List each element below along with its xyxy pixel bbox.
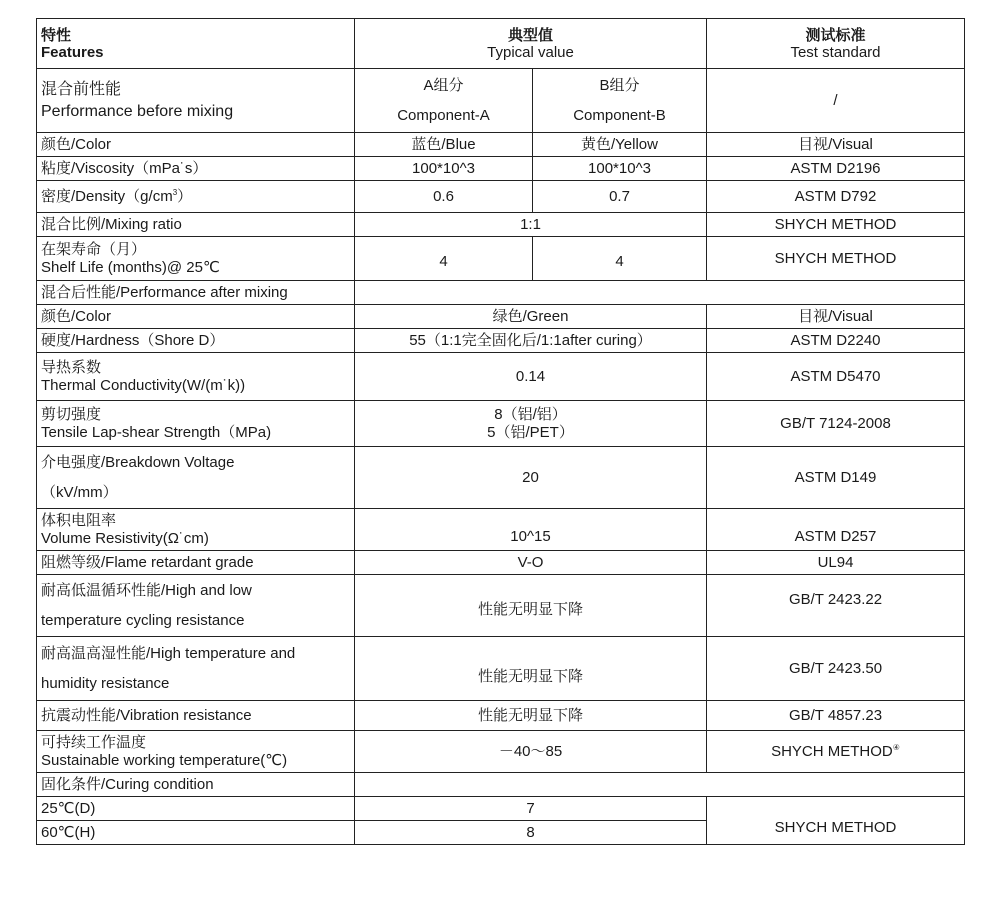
table-row bbox=[37, 401, 965, 447]
viscosity-label: 粘度/Viscosity（mPa˙s） bbox=[37, 157, 355, 181]
color-before-label: 颜色/Color bbox=[37, 133, 355, 157]
shelf-life-label bbox=[37, 237, 355, 281]
shear-value bbox=[355, 401, 707, 447]
table-row bbox=[37, 509, 965, 551]
header-standard-en: Test standard bbox=[790, 43, 881, 61]
thermal-standard: ASTM D5470 bbox=[707, 353, 965, 401]
breakdown-standard: ASTM D149 bbox=[707, 447, 965, 509]
header-typical bbox=[355, 19, 707, 69]
table-row bbox=[37, 181, 965, 213]
cure-25-label: 25℃(D) bbox=[37, 797, 355, 821]
curing-label: 固化条件/Curing condition bbox=[37, 773, 355, 797]
hardness-label: 硬度/Hardness（Shore D） bbox=[37, 329, 355, 353]
header-typical-zh: 典型值 bbox=[507, 26, 553, 44]
thermal-value: 0.14 bbox=[355, 353, 707, 401]
table-row bbox=[37, 575, 965, 637]
header-standard bbox=[707, 19, 965, 69]
section-row bbox=[37, 281, 965, 305]
humidity-standard: GB/T 2423.50 bbox=[707, 637, 965, 701]
table-row bbox=[37, 551, 965, 575]
table-row bbox=[37, 637, 965, 701]
header-typical-en: Typical value bbox=[487, 43, 574, 61]
working-temp-zh: 可持续工作温度 bbox=[41, 733, 147, 751]
table-row bbox=[37, 797, 965, 821]
flame-standard: UL94 bbox=[707, 551, 965, 575]
shear-value-2: 5（铝/PET） bbox=[487, 423, 574, 441]
curing-blank bbox=[355, 773, 965, 797]
resistivity-standard: ASTM D257 bbox=[707, 509, 965, 551]
temp-cycle-label-1: 耐高低温循环性能/High and low bbox=[41, 581, 252, 599]
working-temp-en: Sustainable working temperature(℃) bbox=[41, 751, 288, 769]
color-after-label: 颜色/Color bbox=[37, 305, 355, 329]
flame-label: 阻燃等级/Flame retardant grade bbox=[37, 551, 355, 575]
table-row bbox=[37, 237, 965, 281]
hardness-standard: ASTM D2240 bbox=[707, 329, 965, 353]
shelf-life-b-value: 4 bbox=[533, 237, 707, 281]
color-b-value: 黄色/Yellow bbox=[533, 133, 707, 157]
viscosity-b-value: 100*10^3 bbox=[533, 157, 707, 181]
working-temp-standard-mark: ④ bbox=[892, 742, 900, 752]
density-standard: ASTM D792 bbox=[707, 181, 965, 213]
shelf-life-zh: 在架寿命（月） bbox=[41, 240, 147, 258]
component-b-en: Component-B bbox=[573, 106, 666, 124]
mixing-ratio-value: 1:1 bbox=[355, 213, 707, 237]
before-mixing-label bbox=[37, 69, 355, 133]
humidity-label-2: humidity resistance bbox=[41, 674, 170, 692]
shear-standard: GB/T 7124-2008 bbox=[707, 401, 965, 447]
breakdown-label bbox=[37, 447, 355, 509]
breakdown-label-1: 介电强度/Breakdown Voltage bbox=[41, 453, 235, 471]
mixing-ratio-standard: SHYCH METHOD bbox=[707, 213, 965, 237]
after-mixing-blank bbox=[355, 281, 965, 305]
shear-value-1: 8（铝/铝） bbox=[494, 405, 567, 423]
viscosity-a-value: 100*10^3 bbox=[355, 157, 533, 181]
viscosity-standard: ASTM D2196 bbox=[707, 157, 965, 181]
density-label-sup: 3 bbox=[172, 187, 178, 197]
vibration-label: 抗震动性能/Vibration resistance bbox=[37, 701, 355, 731]
breakdown-value: 20 bbox=[355, 447, 707, 509]
before-mixing-row bbox=[37, 69, 965, 133]
table-row bbox=[37, 731, 965, 773]
color-a-value: 蓝色/Blue bbox=[355, 133, 533, 157]
working-temp-standard bbox=[707, 731, 965, 773]
section-row bbox=[37, 773, 965, 797]
header-standard-zh: 测试标准 bbox=[805, 26, 866, 44]
humidity-label-1: 耐高温高湿性能/High temperature and bbox=[41, 644, 296, 662]
resistivity-value: 10^15 bbox=[355, 509, 707, 551]
table-row bbox=[37, 157, 965, 181]
thermal-en: Thermal Conductivity(W/(m˙k)) bbox=[41, 376, 246, 394]
temp-cycle-label bbox=[37, 575, 355, 637]
cure-25-value: 7 bbox=[355, 797, 707, 821]
density-label-text: 密度/Density（g/cm bbox=[41, 187, 173, 205]
humidity-label bbox=[37, 637, 355, 701]
header-features bbox=[37, 19, 355, 69]
shelf-life-a-value: 4 bbox=[355, 237, 533, 281]
hardness-value: 55（1:1完全固化后/1:1after curing） bbox=[355, 329, 707, 353]
vibration-value: 性能无明显下降 bbox=[355, 701, 707, 731]
breakdown-label-2: （kV/mm） bbox=[41, 483, 118, 501]
header-row bbox=[37, 19, 965, 69]
table-row bbox=[37, 305, 965, 329]
component-a-zh: A组分 bbox=[423, 76, 464, 94]
table-row bbox=[37, 213, 965, 237]
temp-cycle-standard: GB/T 2423.22 bbox=[707, 575, 965, 637]
spec-table bbox=[36, 18, 965, 845]
flame-value: V-O bbox=[355, 551, 707, 575]
cure-60-label: 60℃(H) bbox=[37, 821, 355, 845]
density-a-value: 0.6 bbox=[355, 181, 533, 213]
shelf-life-en: Shelf Life (months)@ 25℃ bbox=[41, 258, 220, 276]
table-row bbox=[37, 329, 965, 353]
mixing-ratio-label: 混合比例/Mixing ratio bbox=[37, 213, 355, 237]
table-row bbox=[37, 701, 965, 731]
component-b-zh: B组分 bbox=[599, 76, 640, 94]
color-before-standard: 目视/Visual bbox=[707, 133, 965, 157]
temp-cycle-label-2: temperature cycling resistance bbox=[41, 611, 245, 629]
shear-label bbox=[37, 401, 355, 447]
thermal-label bbox=[37, 353, 355, 401]
density-label bbox=[37, 181, 355, 213]
table-row bbox=[37, 133, 965, 157]
component-a-en: Component-A bbox=[397, 106, 490, 124]
working-temp-label bbox=[37, 731, 355, 773]
vibration-standard: GB/T 4857.23 bbox=[707, 701, 965, 731]
density-b-value: 0.7 bbox=[533, 181, 707, 213]
before-mixing-en: Performance before mixing bbox=[41, 102, 234, 120]
cure-60-value: 8 bbox=[355, 821, 707, 845]
working-temp-standard-text: SHYCH METHOD bbox=[771, 742, 893, 760]
resistivity-en: Volume Resistivity(Ω˙cm) bbox=[41, 529, 209, 547]
temp-cycle-value: 性能无明显下降 bbox=[355, 575, 707, 637]
resistivity-zh: 体积电阻率 bbox=[41, 511, 117, 529]
component-b-header bbox=[533, 69, 707, 133]
curing-standard: SHYCH METHOD bbox=[707, 797, 965, 845]
table-row bbox=[37, 447, 965, 509]
resistivity-label bbox=[37, 509, 355, 551]
shear-zh: 剪切强度 bbox=[41, 405, 102, 423]
working-temp-value: －40～85 bbox=[355, 731, 707, 773]
density-label-close: ） bbox=[177, 187, 193, 205]
component-a-header bbox=[355, 69, 533, 133]
before-mixing-zh: 混合前性能 bbox=[41, 80, 122, 98]
table-row bbox=[37, 353, 965, 401]
before-mixing-standard: / bbox=[707, 69, 965, 133]
after-mixing-label: 混合后性能/Performance after mixing bbox=[37, 281, 355, 305]
color-after-value: 绿色/Green bbox=[355, 305, 707, 329]
color-after-standard: 目视/Visual bbox=[707, 305, 965, 329]
humidity-value: 性能无明显下降 bbox=[355, 637, 707, 701]
shear-en: Tensile Lap-shear Strength（MPa) bbox=[41, 423, 272, 441]
thermal-zh: 导热系数 bbox=[41, 358, 102, 376]
shelf-life-standard: SHYCH METHOD bbox=[707, 237, 965, 281]
header-features-en: Features bbox=[41, 43, 104, 61]
header-features-zh: 特性 bbox=[41, 26, 72, 44]
